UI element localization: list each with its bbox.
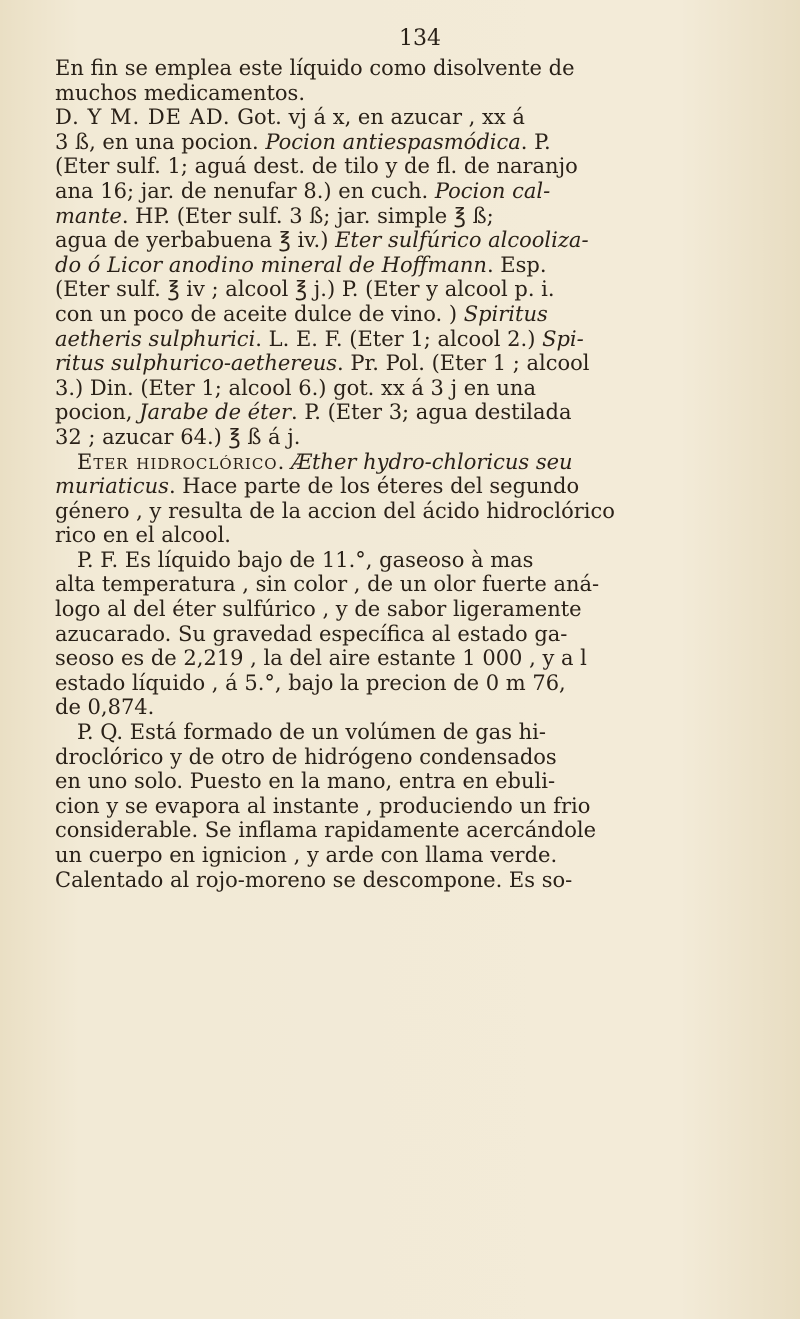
text-segment: mante [55, 203, 122, 228]
text-segment: Eter hidroclórico [77, 449, 278, 474]
text-line [55, 646, 775, 671]
text-line [55, 868, 775, 893]
text-segment: con un poco de aceite dulce de vino. ) [55, 301, 464, 326]
text-segment: 3 ß, en una pocion. [55, 129, 266, 154]
text-segment: rico en el alcool. [55, 523, 231, 548]
text-line [55, 794, 775, 819]
text-segment: . L. E. F. (Eter 1; alcool 2.) [255, 326, 543, 351]
text-segment: 32 ; azucar 64.) ℥ ß á j. [55, 424, 301, 449]
text-segment: ritus sulphurico-aethereus [55, 351, 338, 376]
text-segment: P. F. Es líquido bajo de 11.°, gaseoso à mas [77, 547, 534, 572]
text-segment: (Eter sulf. 1; aguá dest. de tilo y de fl. de naranjo [55, 154, 578, 179]
text-segment: . Hace parte de los éteres del segundo [168, 474, 580, 499]
text-segment: Calentado al rojo-moreno se descompone. Es so- [55, 867, 573, 892]
text-segment: muchos medicamentos. [55, 80, 306, 105]
text-segment: ana 16; jar. de nenufar 8.) en cuch. [55, 178, 435, 203]
text-segment: Æther hydro-chloricus seu [290, 449, 573, 474]
text-line [55, 400, 775, 425]
text-segment: do ó Licor anodino mineral de Hoffmann [55, 252, 487, 277]
text-line [55, 56, 775, 81]
text-segment: P. Q. Está formado de un volúmen de gas hi- [77, 720, 546, 745]
text-line [55, 204, 775, 229]
text-line [55, 671, 775, 696]
text-line [55, 302, 775, 327]
text-segment: Spi- [542, 326, 584, 351]
text-segment: . HP. (Eter sulf. 3 ß; jar. simple ℥ ß; [121, 203, 494, 228]
text-line [55, 154, 775, 179]
text-segment: en uno solo. Puesto en la mano, entra en ebuli- [55, 769, 556, 794]
text-line [55, 499, 775, 524]
page-number: 134 [399, 26, 441, 51]
text-line [55, 523, 775, 548]
text-segment: de 0,874. [55, 695, 155, 720]
text-line [55, 548, 775, 573]
text-segment: . Pr. Pol. (Eter 1 ; alcool [337, 351, 590, 376]
text-segment: muriaticus [55, 474, 169, 499]
text-segment: Pocion cal- [434, 178, 551, 203]
text-segment: pocion, [55, 400, 140, 425]
text-segment: (Eter sulf. ℥ iv ; alcool ℥ j.) P. (Eter y alcool p. i. [55, 277, 555, 302]
text-segment: Got. vj á x, en azucar , xx á [230, 105, 525, 130]
text-line [55, 327, 775, 352]
text-segment: droclórico y de otro de hidrógeno condensados [55, 744, 557, 769]
text-segment: estado líquido , á 5.°, bajo la precion de 0 m 76, [55, 670, 566, 695]
text-segment: aetheris sulphurici [55, 326, 256, 351]
text-segment: agua de yerbabuena ℥ iv.) [55, 228, 336, 253]
text-segment: alta temperatura , sin color , de un olor fuerte aná- [55, 572, 600, 597]
text-line [55, 179, 775, 204]
text-segment: . P. [520, 129, 551, 154]
text-segment: Eter sulfúrico alcooliza- [335, 228, 589, 253]
text-line [55, 105, 775, 130]
text-line [55, 474, 775, 499]
text-line [55, 769, 775, 794]
text-line [55, 376, 775, 401]
text-segment: azucarado. Su gravedad específica al estado ga- [55, 621, 568, 646]
text-line [55, 81, 775, 106]
text-segment: seoso es de 2,219 , la del aire estante 1 000 , y a l [55, 646, 587, 671]
text-segment: . Esp. [486, 252, 547, 277]
text-line [55, 425, 775, 450]
page-body-text [55, 56, 775, 892]
text-line [55, 130, 775, 155]
text-segment: En fin se emplea este líquido como disolvente de [55, 56, 575, 80]
text-segment: . P. (Eter 3; agua destilada [291, 400, 572, 425]
text-line [55, 695, 775, 720]
text-segment: un cuerpo en ignicion , y arde con llama verde. [55, 843, 558, 867]
text-segment: . [277, 449, 291, 474]
text-line [55, 720, 775, 745]
text-segment: Pocion antiespasmódica [265, 129, 521, 154]
text-segment: logo al del éter sulfúrico , y de sabor ligeramente [55, 597, 582, 622]
text-line [55, 277, 775, 302]
text-segment: Spiritus [463, 301, 548, 326]
text-segment: cion y se evapora al instante , produciendo un frio [55, 793, 591, 818]
text-line [55, 253, 775, 278]
text-segment: Jarabe de éter [139, 400, 292, 425]
text-line [55, 745, 775, 770]
text-line [55, 351, 775, 376]
text-segment: considerable. Se inflama rapidamente acercándole [55, 818, 597, 843]
text-line [55, 843, 775, 868]
text-line [55, 597, 775, 622]
text-line [55, 228, 775, 253]
text-line [55, 818, 775, 843]
text-line [55, 572, 775, 597]
text-line [55, 622, 775, 647]
text-segment: 3.) Din. (Eter 1; alcool 6.) got. xx á 3 j en una [55, 375, 536, 400]
text-segment: género , y resulta de la accion del ácido hidroclórico [55, 498, 615, 523]
text-segment: D. Y M. DE AD. [55, 105, 231, 130]
text-line [55, 450, 775, 475]
